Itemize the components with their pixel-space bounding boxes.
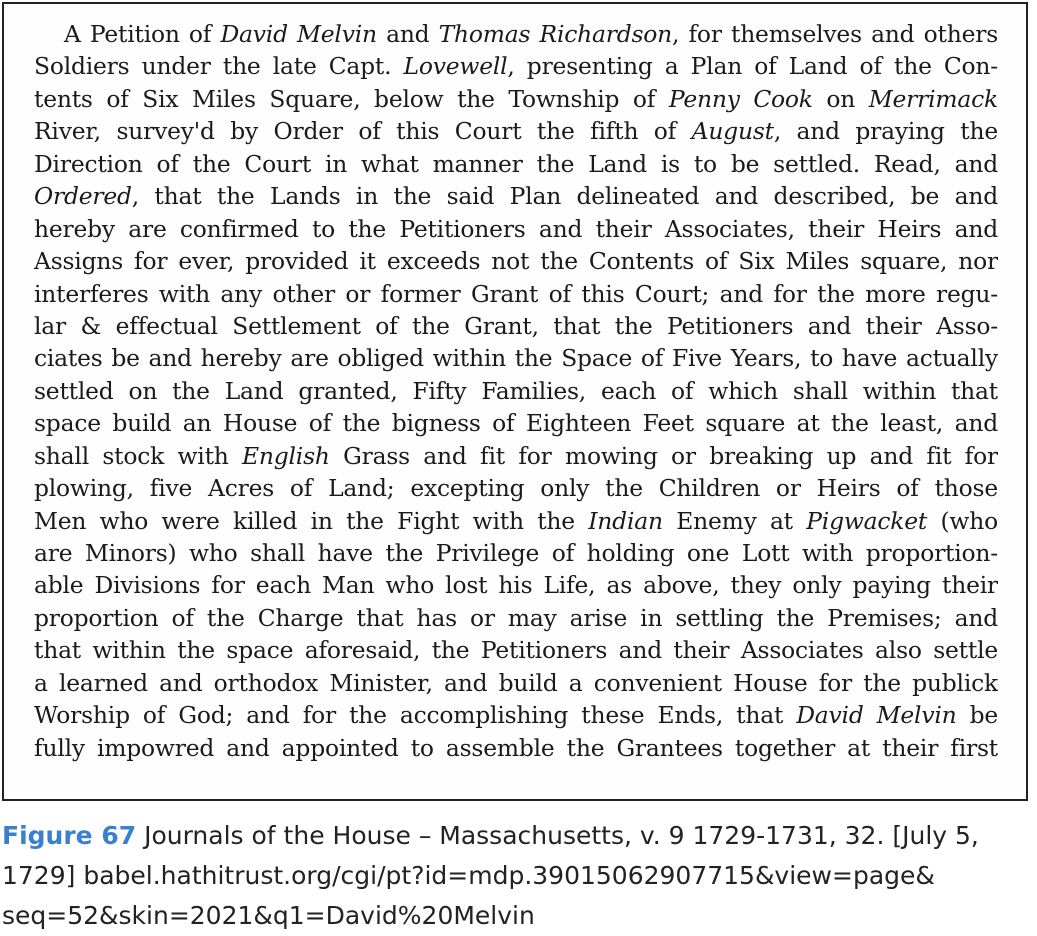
text-segment: A Petition of (64, 20, 221, 48)
text-line (34, 699, 998, 731)
text-line (34, 83, 998, 115)
italic-text: Penny Cook (668, 84, 813, 113)
text-segment: River, survey'd by Order of this Court the fifth of (34, 117, 692, 146)
text-line (34, 407, 998, 439)
text-segment: space build an House of the bigness of Eighteen Feet square at the least, and (34, 409, 998, 438)
text-segment: on (812, 84, 869, 113)
text-line (34, 440, 998, 472)
text-segment: hereby are confirmed to the Petitioners and their Associates, their Heirs and (34, 214, 998, 243)
text-segment: interferes with any other or former Grant of this Court; and for the more regu- (34, 279, 998, 308)
text-segment: and (376, 20, 439, 48)
text-segment: Soldiers under the late Capt. (34, 52, 404, 81)
text-segment: are Minors) who shall have the Privilege of holding one Lott with proportion- (34, 539, 998, 567)
text-segment: tents of Six Miles Square, below the Township of (34, 84, 669, 113)
text-segment: , for themselves and others (672, 20, 998, 48)
figure-label: Figure 67 (2, 821, 137, 850)
text-line (34, 342, 998, 374)
text-segment: (who (927, 506, 998, 535)
text-segment: lar & effectual Settlement of the Grant, that the Petitioners and their Asso- (34, 311, 998, 340)
text-segment: that within the space aforesaid, the Petitioners and their Associates also settle (34, 636, 998, 665)
petition-text (34, 18, 998, 764)
text-line (34, 732, 998, 764)
text-segment: able Divisions for each Man who lost his Life, as above, they only paying their (34, 571, 998, 600)
text-line (34, 148, 998, 180)
text-line (34, 602, 998, 634)
italic-text: Indian (588, 506, 663, 535)
italic-text: David Melvin (796, 701, 957, 730)
text-line (34, 375, 998, 407)
italic-text: Pigwacket (806, 506, 928, 535)
text-segment: settled on the Land granted, Fifty Families, each of which shall within that (34, 376, 998, 405)
text-line (34, 634, 998, 666)
text-line (34, 18, 998, 50)
italic-text: Ordered (34, 182, 132, 211)
text-line (34, 180, 998, 212)
italic-text: English (242, 441, 330, 470)
text-segment: Enemy at (662, 506, 807, 535)
italic-text: Lovewell (403, 52, 508, 81)
text-segment: shall stock with (34, 441, 242, 470)
text-line (34, 213, 998, 245)
text-segment: proportion of the Charge that has or may arise in settling the Premises; and (34, 603, 998, 632)
text-segment: Grass and fit for mowing or breaking up and fit for (329, 441, 998, 470)
text-line (34, 472, 998, 504)
italic-text: Thomas Richardson (438, 20, 673, 48)
text-line (34, 115, 998, 147)
text-segment: Men who were killed in the Fight with the (34, 506, 589, 535)
text-segment: Worship of God; and for the accomplishing these Ends, that (34, 701, 797, 730)
text-line (34, 310, 998, 342)
text-line (34, 245, 998, 277)
text-segment: ciates be and hereby are obliged within the Space of Five Years, to have actually (34, 344, 998, 373)
italic-text: Merrimack (868, 84, 998, 113)
text-segment: Assigns for ever, provided it exceeds not the Contents of Six Miles square, nor (34, 247, 998, 276)
text-segment: a learned and orthodox Minister, and build a convenient House for the publick (34, 668, 998, 697)
figure-caption-text: Journals of the House – Massachusetts, v. 9 1729-1731, 32. [July 5, 1729] babel.hathitrust.org/cgi/pt?id=mdp.39015062907715&view=page& seq=52&skin=2021&q1=David%20Melvin (2, 821, 979, 930)
figure-caption (2, 816, 1022, 936)
scanned-page-image (2, 2, 1028, 801)
text-segment: Direction of the Court in what manner the Land is to be settled. Read, and (34, 149, 998, 178)
italic-text: David Melvin (220, 20, 377, 48)
text-segment: fully impowred and appointed to assemble the Grantees together at their first (34, 733, 998, 762)
text-segment: be (956, 701, 998, 730)
text-segment: , presenting a Plan of Land of the Con- (507, 52, 998, 81)
text-line (34, 50, 998, 82)
text-line (34, 569, 998, 601)
text-segment: , and praying the (773, 117, 998, 146)
text-line (34, 278, 998, 310)
text-line (34, 667, 998, 699)
text-line (34, 537, 998, 569)
text-line (34, 505, 998, 537)
text-segment: plowing, five Acres of Land; excepting only the Children or Heirs of those (34, 474, 998, 503)
text-segment: , that the Lands in the said Plan delineated and described, be and (131, 182, 998, 211)
italic-text: August (691, 117, 774, 146)
